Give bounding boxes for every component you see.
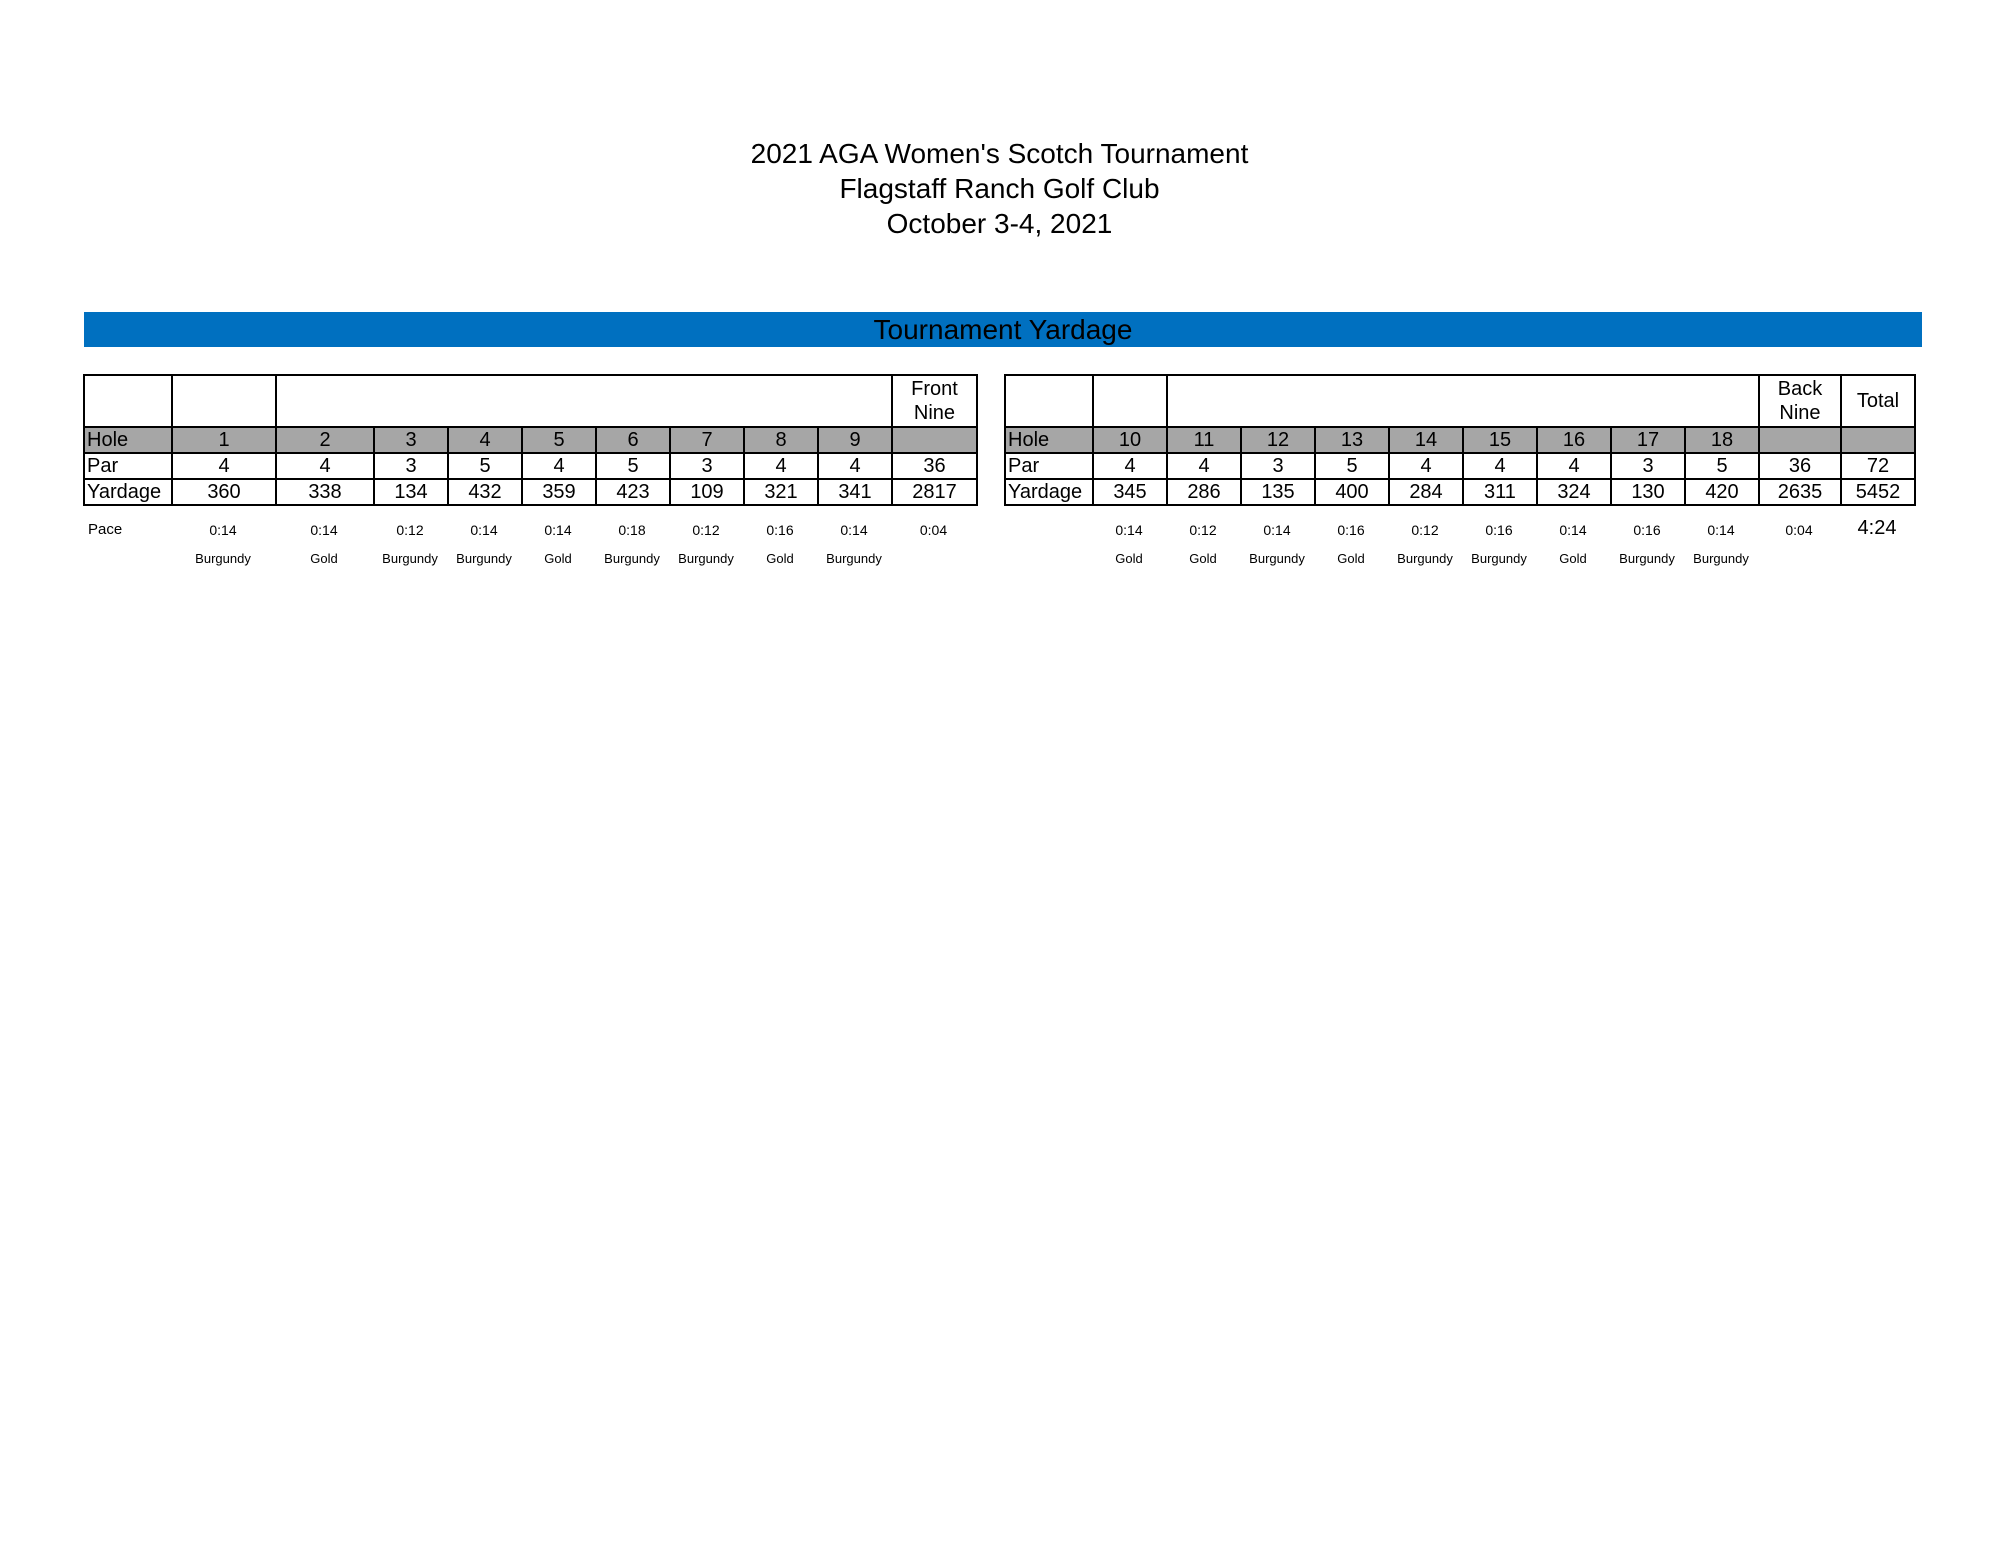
hole-number: 3 [374, 427, 448, 453]
hole-number: 9 [818, 427, 892, 453]
pace-value: 0:14 [1707, 522, 1735, 538]
par-value: 4 [172, 453, 276, 479]
hole-subtotal-blank [892, 427, 977, 453]
par-value: 5 [596, 453, 670, 479]
yardage-value: 130 [1611, 479, 1685, 505]
par-value: 3 [1611, 453, 1685, 479]
par-value: 4 [744, 453, 818, 479]
yardage-value: 432 [448, 479, 522, 505]
par-value: 5 [1315, 453, 1389, 479]
pace-value: 0:14 [544, 522, 572, 538]
hole-number: 13 [1315, 427, 1389, 453]
hole-number: 8 [744, 427, 818, 453]
header-blank [84, 375, 172, 427]
tee-color: Burgundy [1693, 551, 1749, 566]
pace-front-total: 0:04 [919, 522, 948, 538]
tee-color: Gold [1337, 551, 1365, 566]
pace-value: 0:18 [618, 522, 646, 538]
par-label: Par [1005, 453, 1093, 479]
par-value: 4 [1093, 453, 1167, 479]
club-name: Flagstaff Ranch Golf Club [839, 173, 1160, 204]
par-front-total: 36 [892, 453, 977, 479]
hole-row [84, 427, 977, 453]
par-value: 4 [818, 453, 892, 479]
hole-number: 16 [1537, 427, 1611, 453]
pace-value: 0:12 [396, 522, 424, 538]
pace-value: 0:14 [310, 522, 338, 538]
yardage-row [1005, 479, 1915, 505]
tee-color: Gold [310, 551, 338, 566]
header-blank [1093, 375, 1167, 427]
tee-color: Burgundy [382, 551, 438, 566]
yardage-value: 345 [1093, 479, 1167, 505]
yardage-value: 360 [172, 479, 276, 505]
front-nine-table [83, 374, 978, 506]
pace-grand-total: 4:24 [1857, 517, 1897, 539]
tournament-dates: October 3-4, 2021 [886, 208, 1113, 239]
pace-value: 0:16 [1337, 522, 1365, 538]
yardage-value: 284 [1389, 479, 1463, 505]
yardage-grand-total: 5452 [1841, 479, 1915, 505]
yardage-value: 311 [1463, 479, 1537, 505]
yardage-value: 359 [522, 479, 596, 505]
hole-row [1005, 427, 1915, 453]
par-value: 3 [374, 453, 448, 479]
par-value: 4 [1537, 453, 1611, 479]
par-row [1005, 453, 1915, 479]
par-value: 4 [1463, 453, 1537, 479]
hole-number: 11 [1167, 427, 1241, 453]
yardage-value: 341 [818, 479, 892, 505]
par-value: 4 [522, 453, 596, 479]
header-blank [1005, 375, 1093, 427]
tee-color: Gold [1115, 551, 1143, 566]
hole-total-blank [1841, 427, 1915, 453]
yardage-front-total: 2817 [892, 479, 977, 505]
par-value: 5 [1685, 453, 1759, 479]
tee-color: Gold [544, 551, 572, 566]
par-value: 3 [1241, 453, 1315, 479]
yardage-row [84, 479, 977, 505]
tournament-name: 2021 AGA Women's Scotch Tournament [750, 138, 1249, 169]
tee-color: Burgundy [456, 551, 512, 566]
pace-label: Pace [88, 521, 123, 538]
pace-value: 0:14 [1115, 522, 1143, 538]
pace-value: 0:14 [1559, 522, 1587, 538]
front-nine-header: Front Nine [892, 375, 977, 427]
hole-number: 2 [276, 427, 374, 453]
yardage-value: 423 [596, 479, 670, 505]
par-value: 4 [1167, 453, 1241, 479]
yardage-label: Yardage [1005, 479, 1093, 505]
hole-label: Hole [84, 427, 172, 453]
yardage-value: 321 [744, 479, 818, 505]
par-label: Par [84, 453, 172, 479]
par-value: 4 [276, 453, 374, 479]
hole-number: 1 [172, 427, 276, 453]
pace-value: 0:12 [692, 522, 720, 538]
hole-label: Hole [1005, 427, 1093, 453]
pace-value: 0:16 [766, 522, 794, 538]
hole-number: 12 [1241, 427, 1315, 453]
yardage-back-total: 2635 [1759, 479, 1841, 505]
tee-color: Burgundy [1397, 551, 1453, 566]
pace-value: 0:14 [1263, 522, 1291, 538]
par-grand-total: 72 [1841, 453, 1915, 479]
hole-number: 4 [448, 427, 522, 453]
hole-number: 18 [1685, 427, 1759, 453]
yardage-value: 420 [1685, 479, 1759, 505]
hole-number: 6 [596, 427, 670, 453]
yardage-value: 400 [1315, 479, 1389, 505]
tee-color: Burgundy [1249, 551, 1305, 566]
tee-color: Gold [1559, 551, 1587, 566]
pace-value: 0:16 [1633, 522, 1661, 538]
par-value: 4 [1389, 453, 1463, 479]
tee-color: Burgundy [826, 551, 882, 566]
pace-value: 0:14 [209, 522, 237, 538]
hole-number: 17 [1611, 427, 1685, 453]
pace-value: 0:12 [1189, 522, 1217, 538]
hole-number: 10 [1093, 427, 1167, 453]
pace-value: 0:14 [840, 522, 868, 538]
tee-color: Burgundy [195, 551, 251, 566]
yardage-value: 109 [670, 479, 744, 505]
par-value: 3 [670, 453, 744, 479]
pace-value: 0:14 [470, 522, 498, 538]
section-banner: Tournament Yardage [84, 312, 1922, 347]
pace-value: 0:16 [1485, 522, 1513, 538]
yardage-value: 338 [276, 479, 374, 505]
yardage-value: 135 [1241, 479, 1315, 505]
header-blank [1167, 375, 1759, 427]
tee-color: Burgundy [1471, 551, 1527, 566]
yardage-value: 286 [1167, 479, 1241, 505]
hole-number: 5 [522, 427, 596, 453]
hole-subtotal-blank [1759, 427, 1841, 453]
header-blank [172, 375, 276, 427]
yardage-label: Yardage [84, 479, 172, 505]
hole-number: 15 [1463, 427, 1537, 453]
back-nine-header: Back Nine [1759, 375, 1841, 427]
hole-number: 7 [670, 427, 744, 453]
tee-color: Burgundy [1619, 551, 1675, 566]
par-back-total: 36 [1759, 453, 1841, 479]
hole-number: 14 [1389, 427, 1463, 453]
tee-color: Gold [1189, 551, 1217, 566]
par-row [84, 453, 977, 479]
yardage-value: 134 [374, 479, 448, 505]
document-title [0, 136, 1999, 241]
header-blank [276, 375, 892, 427]
par-value: 5 [448, 453, 522, 479]
back-nine-table [1004, 374, 1916, 506]
tee-color: Burgundy [678, 551, 734, 566]
pace-value: 0:12 [1411, 522, 1439, 538]
tee-color: Burgundy [604, 551, 660, 566]
yardage-value: 324 [1537, 479, 1611, 505]
tee-color: Gold [766, 551, 794, 566]
pace-back-total: 0:04 [1785, 522, 1813, 538]
total-header: Total [1841, 375, 1915, 427]
